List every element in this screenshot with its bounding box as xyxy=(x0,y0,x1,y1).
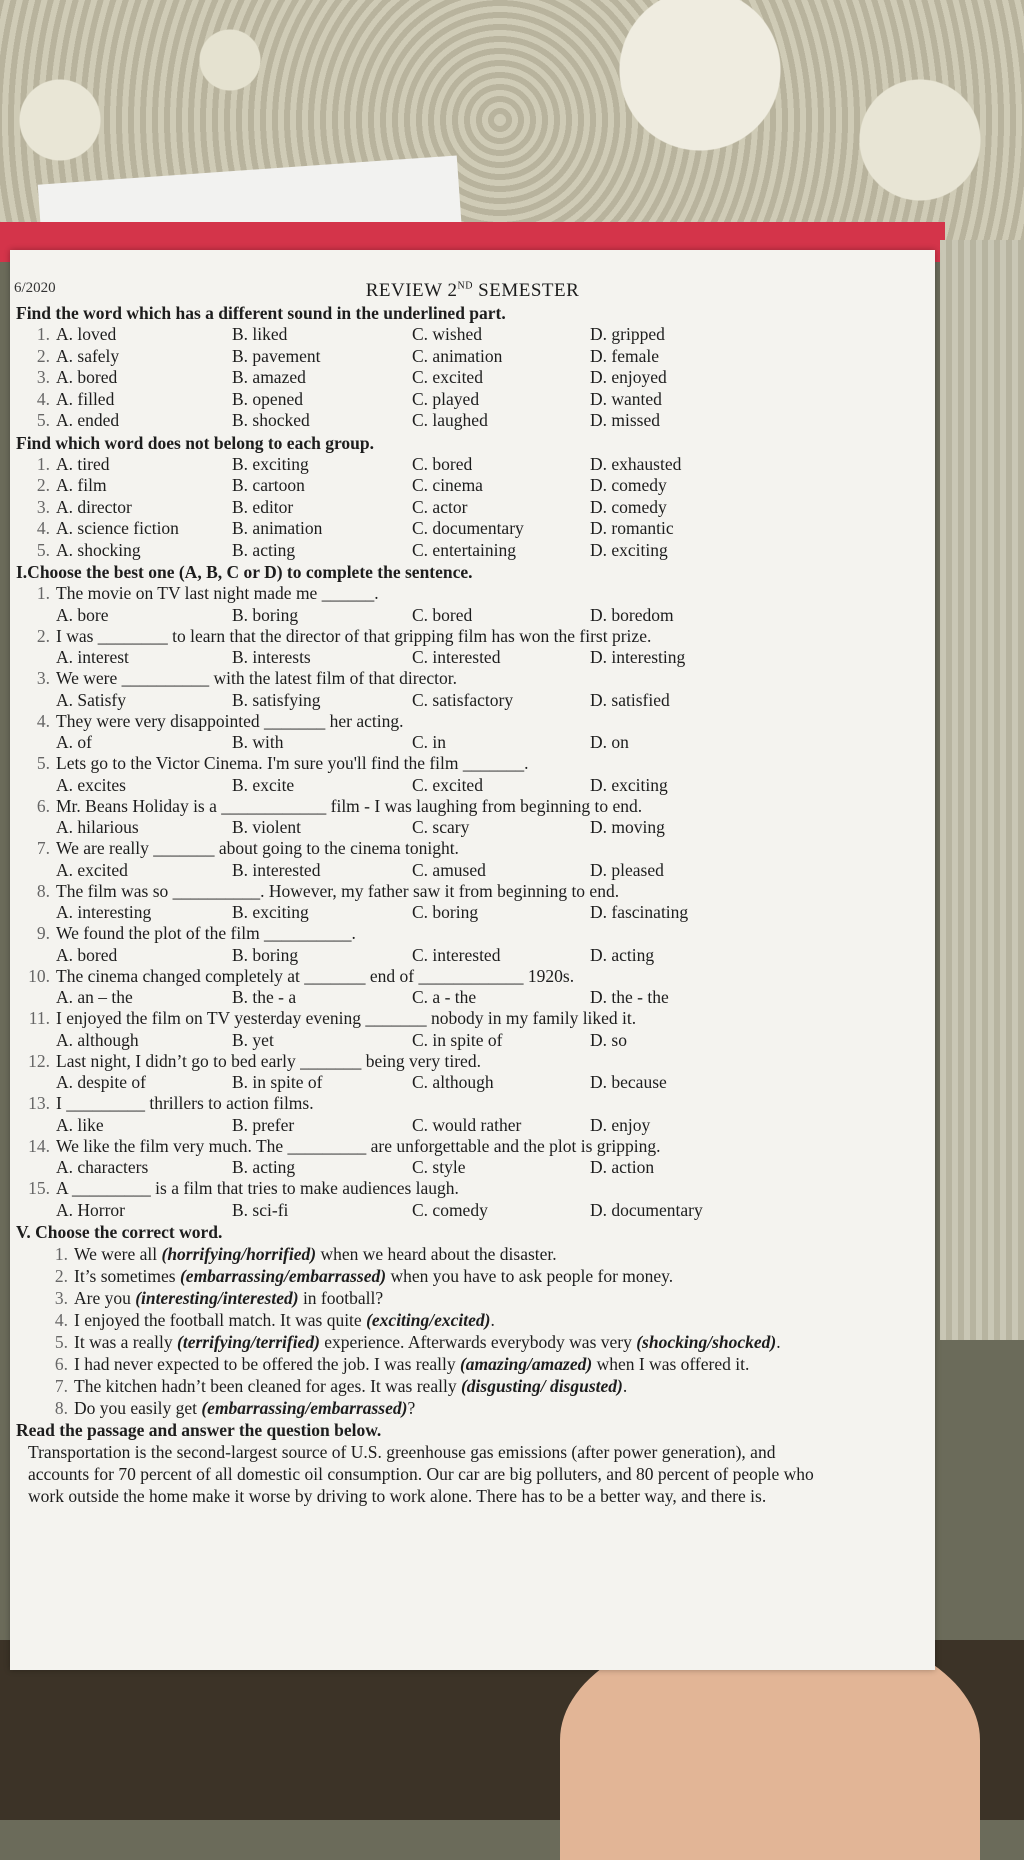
item-number: 1. xyxy=(36,324,50,344)
option-b: B. interested xyxy=(232,859,321,880)
sentence-text: I enjoyed the football match. It was quite xyxy=(74,1309,367,1330)
sentence-text: when you have to ask people for money. xyxy=(386,1265,674,1286)
word-choice: (embarrassing/embarrassed) xyxy=(201,1397,408,1418)
option-row xyxy=(10,324,935,346)
option-c: C. comedy xyxy=(412,1199,488,1220)
sentence-text: The kitchen hadn’t been cleaned for ages. It was really xyxy=(74,1375,461,1396)
option-a: A. despite of xyxy=(56,1072,146,1092)
item-number: 3. xyxy=(54,1287,68,1308)
item-number: 3. xyxy=(36,496,50,517)
question xyxy=(10,1136,935,1158)
option-d: D. interesting xyxy=(590,647,686,667)
item-number: 8. xyxy=(54,1397,68,1418)
question-text: We were __________ with the latest film of that director. xyxy=(56,668,457,688)
question-text: Last night, I didn’t go to bed early _______ being very tired. xyxy=(56,1050,481,1071)
question-text: I enjoyed the film on TV yesterday evening _______ nobody in my family liked it. xyxy=(56,1008,637,1028)
item-number: 5. xyxy=(36,410,50,430)
option-d: D. action xyxy=(590,1157,655,1177)
choice-item xyxy=(10,1331,935,1353)
option-b: B. boring xyxy=(232,944,299,965)
question-number: 14. xyxy=(28,1135,50,1156)
option-b: B. satisfying xyxy=(232,689,321,710)
option-d: D. so xyxy=(590,1029,627,1050)
option-c: C. interested xyxy=(412,944,501,965)
section1-heading: Find the word which has a different sound in the underlined part. xyxy=(16,303,506,323)
option-b: B. yet xyxy=(232,1029,274,1050)
word-choice: (exciting/excited) xyxy=(366,1309,491,1330)
option-b: B. boring xyxy=(232,604,299,625)
item-number: 5. xyxy=(54,1331,68,1352)
passage-line: Transportation is the second-largest source of U.S. greenhouse gas emissions (after power generation), and xyxy=(28,1441,776,1462)
option-d: D. enjoy xyxy=(590,1114,651,1135)
option-a: A. interest xyxy=(56,647,129,667)
option-row xyxy=(10,454,935,476)
option-b: B. pavement xyxy=(232,345,321,366)
option-b: B. sci-fi xyxy=(232,1199,289,1220)
choice-item xyxy=(10,1375,935,1397)
answer-options xyxy=(10,690,935,711)
question xyxy=(10,1008,935,1030)
item-number: 7. xyxy=(54,1375,68,1396)
option-d: D. pleased xyxy=(590,859,664,880)
answer-options xyxy=(10,775,935,796)
question-number: 11. xyxy=(28,1008,50,1028)
question-number: 5. xyxy=(36,753,50,773)
choice-item xyxy=(10,1265,935,1287)
section4-heading: V. Choose the correct word. xyxy=(16,1221,223,1242)
option-a: A. bore xyxy=(56,604,109,625)
question-number: 8. xyxy=(36,880,50,901)
option-b: B. editor xyxy=(232,496,294,517)
section2-list xyxy=(10,454,935,562)
option-a: A. excites xyxy=(56,774,126,795)
question xyxy=(10,923,935,945)
sentence-text: Do you easily get xyxy=(74,1397,202,1418)
option-row xyxy=(10,367,935,389)
question xyxy=(10,966,935,988)
option-c: C. excited xyxy=(412,367,483,387)
option-b: B. excite xyxy=(232,774,295,795)
option-d: D. romantic xyxy=(590,518,674,538)
section2-heading: Find which word does not belong to each group. xyxy=(16,432,374,453)
item-number: 1. xyxy=(54,1243,68,1264)
option-c: C. would rather xyxy=(412,1114,522,1135)
option-a: A. like xyxy=(56,1114,104,1135)
option-d: D. satisfied xyxy=(590,689,670,710)
date: 6/2020 xyxy=(14,280,56,296)
question xyxy=(10,1093,935,1115)
section5-heading: Read the passage and answer the question below. xyxy=(16,1419,382,1440)
word-choice: (interesting/interested) xyxy=(135,1287,299,1308)
answer-options xyxy=(10,1030,935,1051)
option-a: A. safely xyxy=(56,345,120,366)
question-number: 13. xyxy=(28,1093,50,1113)
option-c: C. actor xyxy=(412,496,468,517)
word-choice: (horrifying/horrified) xyxy=(161,1243,317,1264)
option-b: B. acting xyxy=(232,539,296,560)
option-row xyxy=(10,497,935,519)
choice-item xyxy=(10,1243,935,1265)
option-d: D. comedy xyxy=(590,475,667,495)
question-text: A _________ is a film that tries to make audiences laugh. xyxy=(56,1178,459,1198)
option-c: C. excited xyxy=(412,774,483,795)
worksheet-content xyxy=(10,280,935,1507)
question-number: 1. xyxy=(36,583,50,603)
option-a: A. tired xyxy=(56,453,110,474)
sentence-text: We were all xyxy=(74,1243,162,1264)
section3-heading: I.Choose the best one (A, B, C or D) to complete the sentence. xyxy=(16,562,473,582)
question xyxy=(10,583,935,605)
option-a: A. science fiction xyxy=(56,518,179,538)
question-text: We like the film very much. The _________ are unforgettable and the plot is gripping. xyxy=(56,1135,661,1156)
option-b: B. with xyxy=(232,732,284,752)
option-c: C. in spite of xyxy=(412,1029,503,1050)
answer-options xyxy=(10,817,935,838)
item-number: 4. xyxy=(36,388,50,409)
option-a: A. of xyxy=(56,732,92,752)
passage-line: accounts for 70 percent of all domestic oil consumption. Our car are big polluters, and 80 percent of people who xyxy=(28,1463,814,1484)
question-number: 15. xyxy=(28,1178,50,1198)
question-number: 2. xyxy=(36,625,50,646)
sentence-text: It’s sometimes xyxy=(74,1265,180,1286)
sentence-text: when I was offered it. xyxy=(592,1353,750,1374)
answer-options xyxy=(10,605,935,626)
item-number: 4. xyxy=(54,1309,68,1330)
answer-options xyxy=(10,860,935,881)
question-text: We found the plot of the film __________. xyxy=(56,923,356,943)
item-number: 6. xyxy=(54,1353,68,1374)
word-choice: (terrifying/terrified) xyxy=(177,1331,320,1352)
option-b: B. shocked xyxy=(232,410,310,430)
question xyxy=(10,668,935,690)
option-c: C. laughed xyxy=(412,410,488,430)
option-a: A. shocking xyxy=(56,539,141,560)
question xyxy=(10,753,935,775)
item-number: 4. xyxy=(36,518,50,538)
question-text: The cinema changed completely at _______ end of ____________ 1920s. xyxy=(56,965,575,986)
option-c: C. entertaining xyxy=(412,539,517,560)
option-d: D. enjoyed xyxy=(590,367,667,387)
option-d: D. acting xyxy=(590,944,655,965)
option-a: A. ended xyxy=(56,410,120,430)
question-number: 7. xyxy=(36,838,50,858)
answer-options xyxy=(10,647,935,668)
option-d: D. comedy xyxy=(590,496,667,517)
sentence-text: in football? xyxy=(298,1287,384,1308)
option-d: D. exciting xyxy=(590,774,668,795)
word-choice: (embarrassing/embarrassed) xyxy=(179,1265,387,1286)
sentence-text: I had never expected to be offered the job. I was really xyxy=(74,1353,460,1374)
passage-line: work outside the home make it worse by driving to work alone. There has to be a better way, and there is. xyxy=(28,1485,767,1506)
choice-item xyxy=(10,1353,935,1375)
option-b: B. violent xyxy=(232,817,302,837)
option-row xyxy=(10,518,935,540)
option-b: B. animation xyxy=(232,518,323,538)
option-row xyxy=(10,346,935,368)
option-c: C. in xyxy=(412,732,447,752)
answer-options xyxy=(10,987,935,1008)
question-text: I was ________ to learn that the director of that gripping film has won the first prize. xyxy=(56,625,652,646)
option-row xyxy=(10,389,935,411)
choice-item xyxy=(10,1287,935,1309)
sentence-text: when we heard about the disaster. xyxy=(316,1243,557,1264)
option-b: B. the - a xyxy=(232,987,297,1007)
item-number: 1. xyxy=(36,453,50,474)
option-d: D. moving xyxy=(590,817,665,837)
option-b: B. cartoon xyxy=(232,475,305,495)
answer-options xyxy=(10,1115,935,1136)
passage xyxy=(10,1441,935,1507)
item-number: 2. xyxy=(54,1265,68,1286)
question-number: 9. xyxy=(36,923,50,943)
option-c: C. played xyxy=(412,388,480,409)
option-c: C. style xyxy=(412,1157,466,1177)
question-number: 10. xyxy=(28,965,50,986)
option-b: B. amazed xyxy=(232,367,306,387)
sentence-text: . xyxy=(490,1309,495,1330)
answer-options xyxy=(10,1200,935,1221)
sentence-text: Are you xyxy=(74,1287,136,1308)
option-d: D. on xyxy=(590,732,629,752)
option-a: A. excited xyxy=(56,859,128,880)
item-number: 5. xyxy=(36,539,50,560)
option-d: D. gripped xyxy=(590,324,665,344)
question xyxy=(10,1051,935,1073)
option-b: B. interests xyxy=(232,647,311,667)
option-row xyxy=(10,475,935,497)
option-d: D. female xyxy=(590,345,659,366)
option-a: A. an – the xyxy=(56,987,133,1007)
question-text: The movie on TV last night made me ______. xyxy=(56,583,379,603)
option-d: D. wanted xyxy=(590,388,662,409)
answer-options xyxy=(10,732,935,753)
option-c: C. animation xyxy=(412,345,503,366)
option-a: A. although xyxy=(56,1029,139,1050)
option-b: B. in spite of xyxy=(232,1072,323,1092)
option-b: B. prefer xyxy=(232,1114,295,1135)
option-d: D. because xyxy=(590,1072,667,1092)
question-text: They were very disappointed _______ her acting. xyxy=(56,710,404,731)
answer-options xyxy=(10,945,935,966)
section3-list xyxy=(10,583,935,1221)
question xyxy=(10,838,935,860)
option-d: D. documentary xyxy=(590,1199,703,1220)
question-text: The film was so __________. However, my father saw it from beginning to end. xyxy=(56,880,620,901)
option-a: A. interesting xyxy=(56,902,152,922)
option-d: D. the - the xyxy=(590,987,669,1007)
sentence-text: ? xyxy=(407,1397,416,1418)
worksheet-page xyxy=(10,250,935,1670)
question xyxy=(10,796,935,818)
option-c: C. wished xyxy=(412,324,482,344)
sentence-text: It was a really xyxy=(74,1331,178,1352)
item-number: 3. xyxy=(36,367,50,387)
option-d: D. fascinating xyxy=(590,902,689,922)
answer-options xyxy=(10,902,935,923)
option-row xyxy=(10,540,935,562)
option-a: A. Horror xyxy=(56,1199,126,1220)
question xyxy=(10,626,935,648)
option-a: A. filled xyxy=(56,388,115,409)
word-choice: (shocking/shocked) xyxy=(636,1331,777,1352)
option-c: C. amused xyxy=(412,859,486,880)
option-c: C. documentary xyxy=(412,518,524,538)
option-c: C. satisfactory xyxy=(412,689,514,710)
option-a: A. characters xyxy=(56,1157,149,1177)
option-a: A. director xyxy=(56,496,132,517)
question-number: 3. xyxy=(36,668,50,688)
option-a: A. Satisfy xyxy=(56,689,126,710)
page-title: REVIEW 2ND SEMESTER xyxy=(365,280,580,301)
option-c: C. a - the xyxy=(412,987,477,1007)
question-text: We are really _______ about going to the cinema tonight. xyxy=(56,838,459,858)
answer-options xyxy=(10,1072,935,1093)
question xyxy=(10,881,935,903)
option-a: A. film xyxy=(56,475,107,495)
option-c: C. bored xyxy=(412,604,473,625)
option-a: A. loved xyxy=(56,324,117,344)
option-c: C. boring xyxy=(412,902,479,922)
answer-options xyxy=(10,1157,935,1178)
option-b: B. exciting xyxy=(232,453,309,474)
item-number: 2. xyxy=(36,345,50,366)
section1-list xyxy=(10,324,935,432)
question-number: 4. xyxy=(36,710,50,731)
sentence-text: experience. Afterwards everybody was very xyxy=(319,1331,637,1352)
option-b: B. exciting xyxy=(232,902,309,922)
option-c: C. interested xyxy=(412,647,501,667)
choice-item xyxy=(10,1309,935,1331)
question-number: 12. xyxy=(28,1050,50,1071)
option-a: A. bored xyxy=(56,944,118,965)
question xyxy=(10,1178,935,1200)
option-d: D. exciting xyxy=(590,539,668,560)
option-c: C. although xyxy=(412,1072,494,1092)
question-text: I _________ thrillers to action films. xyxy=(56,1093,314,1113)
option-d: D. missed xyxy=(590,410,660,430)
word-choice: (disgusting/ disgusted) xyxy=(460,1375,623,1396)
tablecloth-edge xyxy=(940,240,1024,1340)
sentence-text: . xyxy=(622,1375,628,1396)
option-c: C. bored xyxy=(412,453,473,474)
option-d: D. boredom xyxy=(590,604,674,625)
question-number: 6. xyxy=(36,795,50,816)
question-text: Lets go to the Victor Cinema. I'm sure you'll find the film _______. xyxy=(56,753,529,773)
option-d: D. exhausted xyxy=(590,453,682,474)
word-choice: (amazing/amazed) xyxy=(459,1353,593,1374)
sentence-text: . xyxy=(776,1331,781,1352)
question xyxy=(10,711,935,733)
option-row xyxy=(10,410,935,432)
option-b: B. liked xyxy=(232,324,288,344)
option-c: C. cinema xyxy=(412,475,483,495)
section4-list xyxy=(10,1243,935,1419)
question-text: Mr. Beans Holiday is a ____________ film - I was laughing from beginning to end. xyxy=(56,795,643,816)
option-b: B. opened xyxy=(232,388,303,409)
option-b: B. acting xyxy=(232,1157,296,1177)
choice-item xyxy=(10,1397,935,1419)
option-a: A. bored xyxy=(56,367,118,387)
item-number: 2. xyxy=(36,475,50,495)
option-c: C. scary xyxy=(412,817,470,837)
option-a: A. hilarious xyxy=(56,817,139,837)
